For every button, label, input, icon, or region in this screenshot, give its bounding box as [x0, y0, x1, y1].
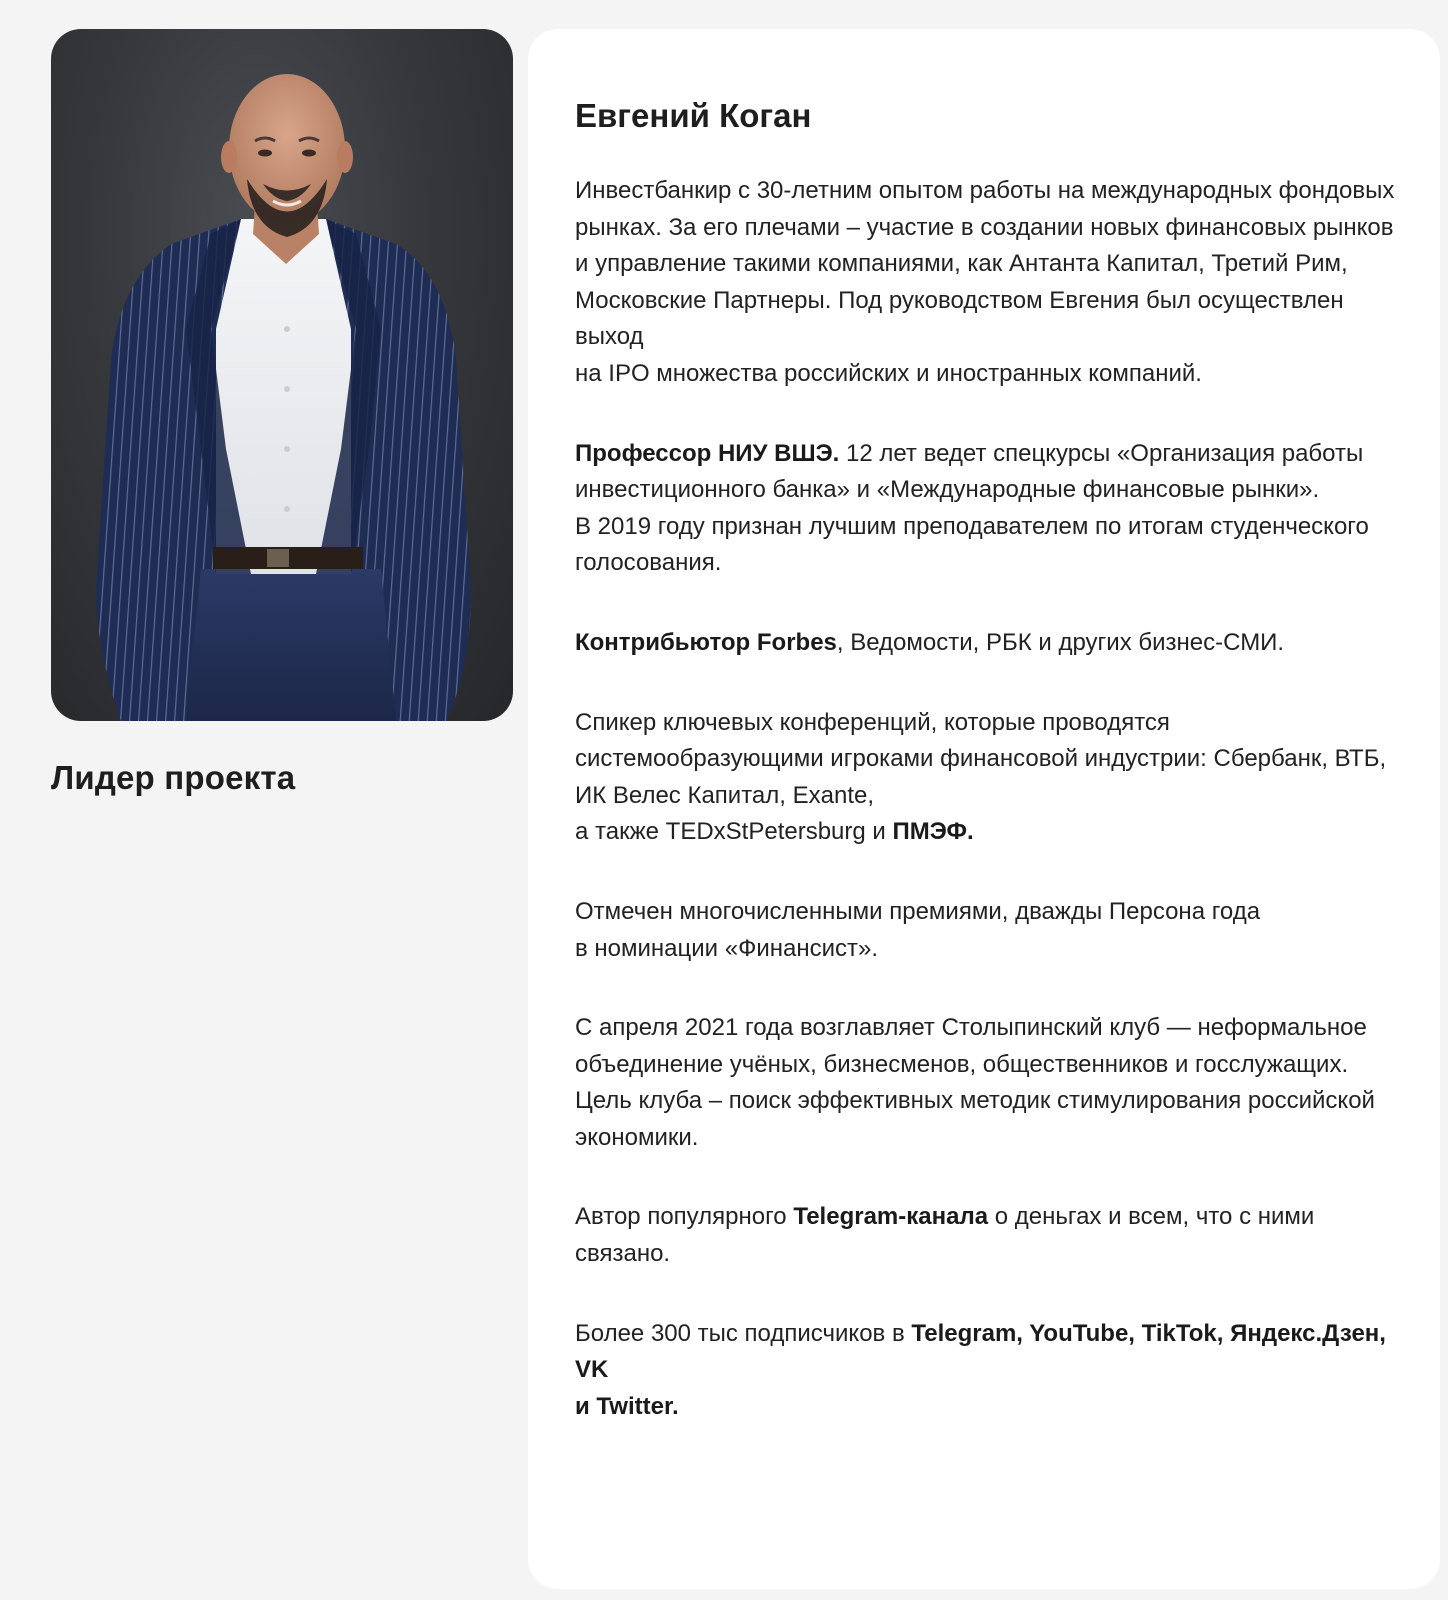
speaker-line-2-bold: ПМЭФ. — [892, 818, 974, 846]
bio-paragraph-telegram — [575, 1199, 1400, 1272]
bio-professor-heading — [575, 440, 1363, 504]
telegram-text-2: о деньгах и всем, что с ними связано. — [575, 1203, 1315, 1268]
portrait-illustration — [51, 29, 513, 721]
telegram-text-1: Автор популярного — [575, 1203, 794, 1231]
bio-career-line-1: Инвестбанкир с 30-летним опытом работы на международных фондовых рынках. За его плечами – участие в создании новых финансовых рынков — [575, 177, 1395, 241]
contributor-bold: Контрибьютор Forbes — [575, 628, 837, 656]
role-title: Лидер проекта — [51, 759, 296, 796]
subscribers-platforms: Telegram, YouTube, TikTok, Яндекс.Дзен, VK — [575, 1319, 1386, 1384]
professor-award: В 2019 году признан лучшим преподавателем по итогам студенческого голосования. — [575, 512, 1369, 577]
bio-paragraph-club — [575, 1010, 1400, 1156]
awards-line-2: в номинации «Финансист». — [575, 934, 879, 962]
telegram-bold: Telegram-канала — [793, 1203, 989, 1231]
subscribers-platforms-2: и Twitter. — [575, 1392, 679, 1420]
club-text: С апреля 2021 года возглавляет Столыпинский клуб — неформальное объединение учёных, бизнесменов, общественников и госслужащих. Цель клуба – поиск эффективных методик стимулирования российской экономики. — [575, 1014, 1375, 1151]
speaker-line-1: Спикер ключевых конференций, которые проводятся системообразующими игроками финансовой индустрии: Сбербанк, ВТБ, ИК Велес Капитал, Exante, — [575, 708, 1387, 809]
speaker-line-2 — [575, 814, 1400, 851]
bio-paragraph-subscribers — [575, 1316, 1400, 1426]
bio-career-line-2: и управление такими компаниями, как Антанта Капитал, Третий Рим, Московские Партнеры. Под руководством Евгения был осуществлен выход — [575, 250, 1348, 351]
bio-paragraph-career — [575, 173, 1400, 393]
bio-paragraph-professor — [575, 436, 1400, 582]
jeans-shape — [186, 569, 396, 721]
bio-paragraph-contributor — [575, 625, 1400, 662]
speaker-line-2-text: а также TEDxStPetersburg и — [575, 818, 893, 846]
leader-column — [51, 29, 513, 797]
subscribers-text: Более 300 тыс подписчиков в — [575, 1319, 912, 1347]
professor-text: 12 лет ведет спецкурсы «Организация работы инвестиционного банка» и «Международные финансовые рынки». — [575, 439, 1364, 504]
bio-paragraph-awards — [575, 894, 1400, 967]
bio-paragraph-speaker — [575, 705, 1400, 851]
leader-photo — [51, 29, 513, 721]
professor-bold: Профессор НИУ ВШЭ. — [575, 439, 840, 467]
bio-card — [528, 29, 1440, 1589]
contributor-text: , Ведомости, РБК и других бизнес-СМИ. — [836, 628, 1285, 656]
head — [229, 74, 345, 224]
bio-career-line-3: на IPO множества российских и иностранных компаний. — [575, 359, 1202, 387]
awards-line-1: Отмечен многочисленными премиями, дважды Персона года — [575, 897, 1261, 925]
leader-name: Евгений Коган — [575, 97, 812, 134]
